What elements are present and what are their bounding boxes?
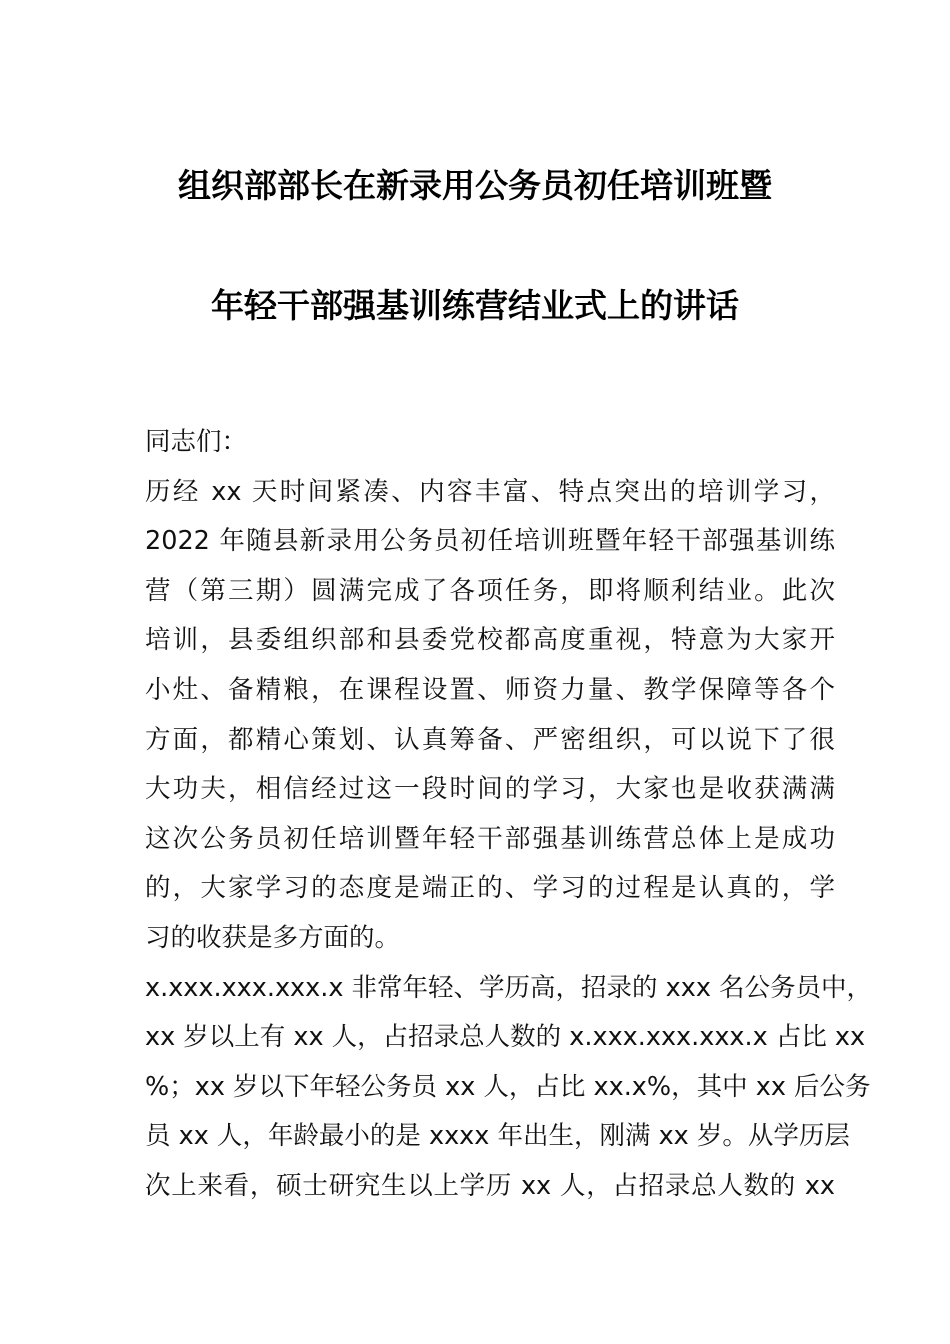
body-line: x.xxx.xxx.xxx.x 非常年轻、学历高，招录的 xxx 名公务员中， [145,972,873,1003]
body-line: 历经 xx 天时间紧凑、内容丰富、特点突出的培训学习， [145,476,835,507]
document-title-line-2: 年轻干部强基训练营结业式上的讲话 [211,286,739,325]
body-line: 方面，都精心策划、认真筹备、严密组织，可以说下了很 [145,724,835,755]
body-line: 培训，县委组织部和县委党校都高度重视，特意为大家开 [145,625,835,656]
body-line: 员 xx 人，年龄最小的是 xxxx 年出生，刚满 xx 岁。从学历层 [145,1121,850,1152]
body-line: 大功夫，相信经过这一段时间的学习，大家也是收获满满 [145,774,835,805]
body-line: 这次公务员初任培训暨年轻干部强基训练营总体上是成功 [145,823,835,854]
salutation: 同志们： [145,427,248,457]
body-line: %；xx 岁以下年轻公务员 xx 人，占比 xx.x%，其中 xx 后公务 [145,1071,871,1102]
document-title-line-1: 组织部部长在新录用公务员初任培训班暨 [178,166,772,205]
body-line: 次上来看，硕士研究生以上学历 xx 人，占招录总人数的 xx [145,1170,835,1201]
body-line: 小灶、备精粮，在课程设置、师资力量、教学保障等各个 [145,674,835,705]
body-line: 营（第三期）圆满完成了各项任务，即将顺利结业。此次 [145,575,835,606]
body-line: 习的收获是多方面的。 [145,922,401,953]
body-line: xx 岁以上有 xx 人，占招录总人数的 x.xxx.xxx.xxx.x 占比 xx [145,1022,866,1053]
document-body [145,418,873,1212]
body-line: 的，大家学习的态度是端正的、学习的过程是认真的，学 [145,873,835,904]
body-line: 2022 年随县新录用公务员初任培训班暨年轻干部强基训练 [145,526,835,557]
